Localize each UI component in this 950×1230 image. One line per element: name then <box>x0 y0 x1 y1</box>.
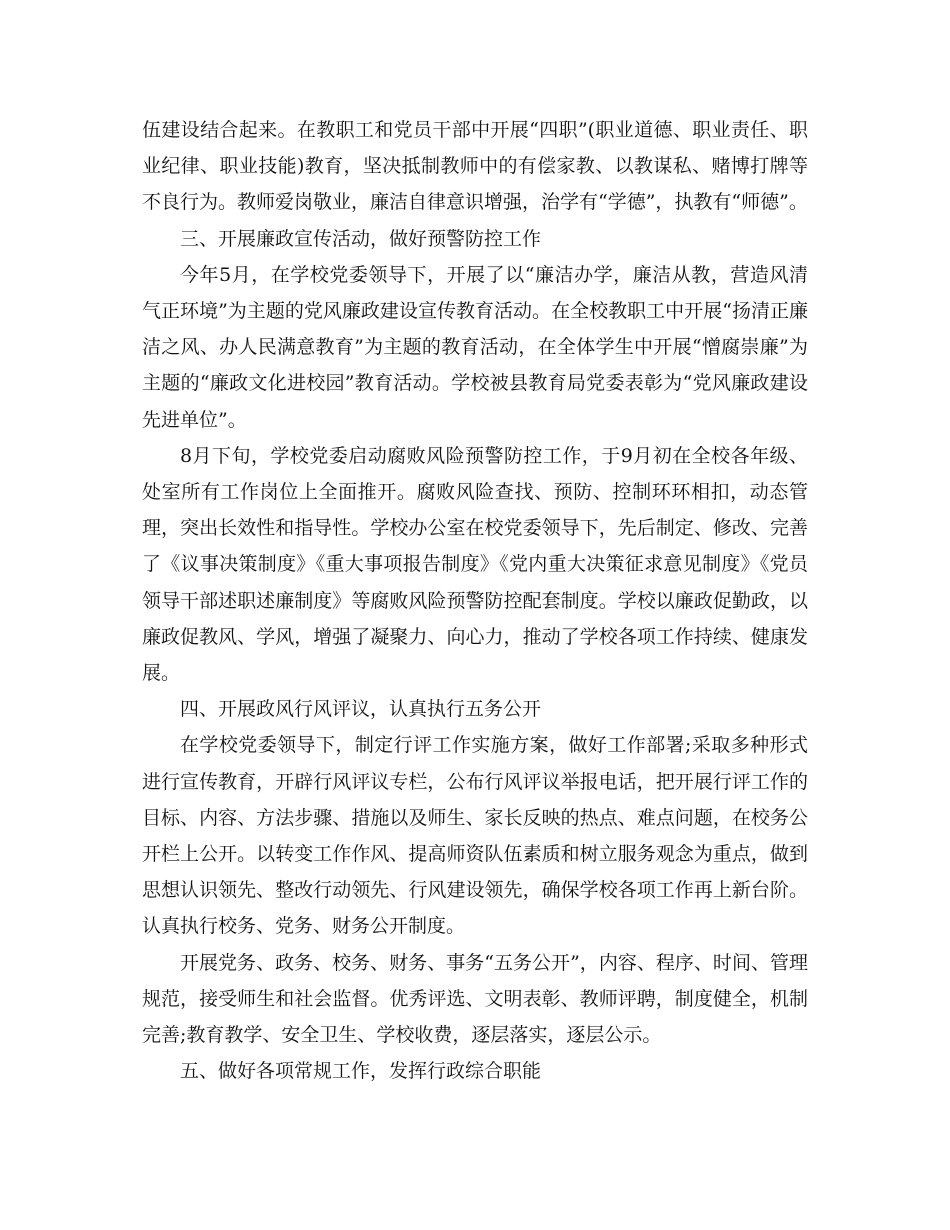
section-heading-5: 五、做好各项常规工作，发挥行政综合职能 <box>180 1060 542 1083</box>
paragraph-five-disclosures: 开展党务、政务、校务、财务、事务“五务公开”，内容、程序、时间、管理规范，接受师生和社会监督。优秀评选、文明表彰、教师评聘，制度健全，机制完善;教育教学、安全卫生、学校收费，逐层落实，逐层公示。 <box>142 951 808 1047</box>
section-heading-4: 四、开展政风行风评议，认真执行五务公开 <box>180 698 542 721</box>
paragraph-continuation: 伍建设结合起来。在教职工和党员干部中开展“四职”(职业道德、职业责任、职业纪律、职业技能)教育，坚决抵制教师中的有偿家教、以教谋私、赌博打牌等不良行为。教师爱岗敬业，廉洁自律意识增强，治学有“学德”，执教有“师德”。 <box>142 119 808 214</box>
paragraph-may-campaign: 今年5月，在学校党委领导下，开展了以“廉洁办学，廉洁从教，营造风清气正环境”为主题的党风廉政建设宣传教育活动。在全校教职工中开展“扬清正廉洁之风、办人民满意教育”为主题的教育活动，在全体学生中开展“憎腐崇廉”为主题的“廉政文化进校园”教育活动。学校被县教育局党委表彰为“党风廉政建设先进单位”。 <box>142 263 808 431</box>
section-heading-3: 三、开展廉政宣传活动，做好预警防控工作 <box>180 227 542 250</box>
paragraph-evaluation-plan: 在学校党委领导下，制定行评工作实施方案，做好工作部署;采取多种形式进行宣传教育，开辟行风评议专栏，公布行风评议举报电话，把开展行评工作的目标、内容、方法步骤、措施以及师生、家长反映的热点、难点问题，在校务公开栏上公开。以转变工作作风、提高师资队伍素质和树立服务观念为重点，做到思想认识领先、整改行动领先、行风建设领先，确保学校各项工作再上新台阶。认真执行校务、党务、财务公开制度。 <box>142 734 808 938</box>
paragraph-august-risk-control: 8月下旬，学校党委启动腐败风险预警防控工作，于9月初在全校各年级、处室所有工作岗位上全面推开。腐败风险查找、预防、控制环环相扣，动态管理，突出长效性和指导性。学校办公室在校党委领导下，先后制定、修改、完善了《议事决策制度》《重大事项报告制度》《党内重大决策征求意见制度》《党员领导干部述职述廉制度》等腐败风险预警防控配套制度。学校以廉政促勤政，以廉政促教风、学风，增强了凝聚力、向心力，推动了学校各项工作持续、健康发展。 <box>142 444 808 685</box>
document-body <box>142 112 808 1089</box>
